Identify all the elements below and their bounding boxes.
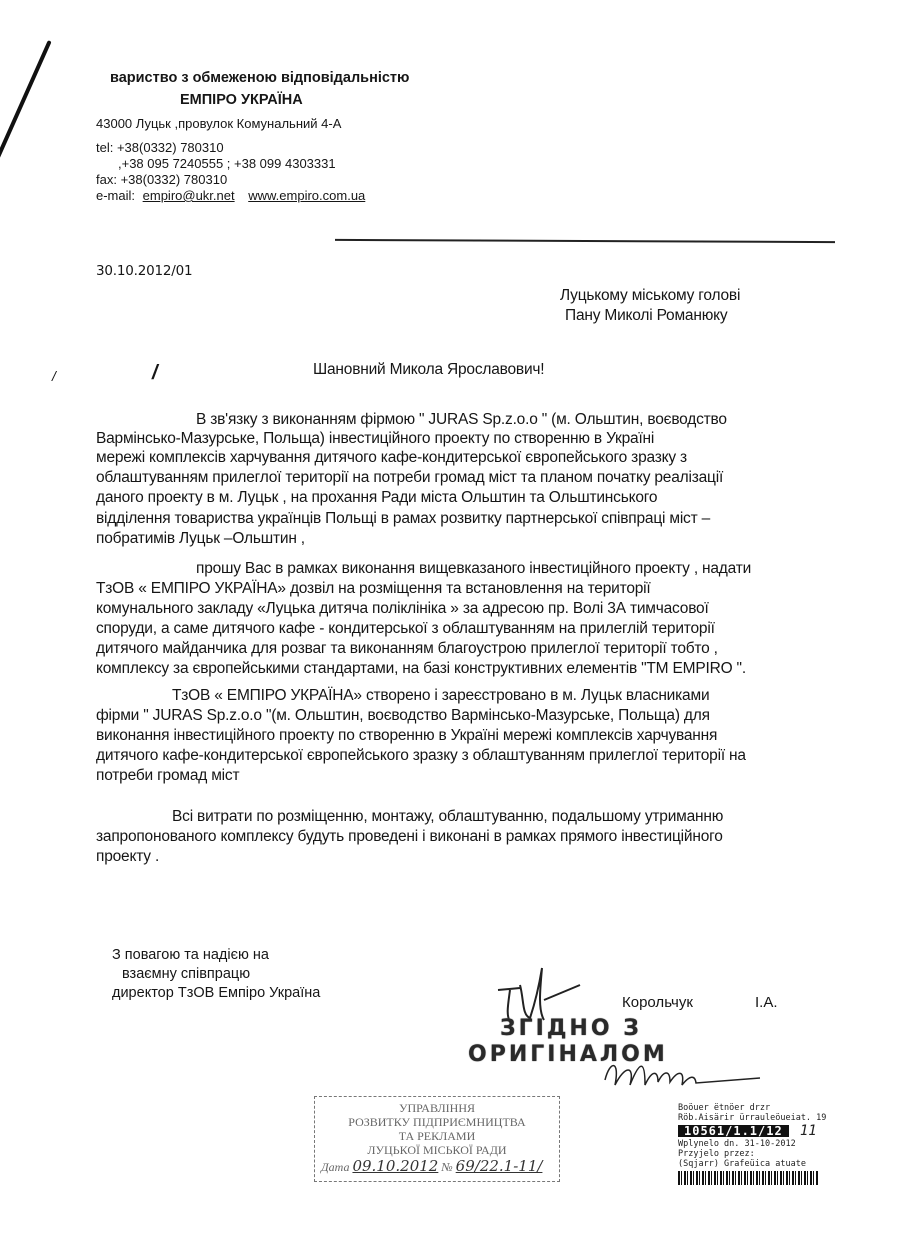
email-line [96,188,409,204]
council-stamp-line: УПРАВЛІННЯ [399,1101,475,1115]
p1-line: облаштуванням прилеглої території на потреби громад міст та планом початку реалізації [96,469,724,486]
pen-stroke-mark [0,40,52,170]
website-link[interactable]: www.empiro.com.ua [248,188,366,203]
received-by-value: (Sqjarr) Grafeüica atuate [678,1159,806,1169]
company-name: ЕМПІРО УКРАЇНА [180,92,303,108]
council-stamp-line: РОЗВИТКУ ПІДПРИЄМНИЦТВА [348,1115,526,1129]
p1-line: мережі комплексів харчування дитячого кафе-кондитерської європейського зразку з [96,449,687,466]
received-by-label: Przyjelo przez: [678,1149,755,1159]
pen-mark: / [152,362,158,384]
p2-line: прошу Вас в рамках виконання вищевказаного інвестиційного проекту , надати [196,560,752,577]
mail-receipt-label [678,1103,868,1185]
fax-line: fax: +38(0332) 780310 [96,172,228,187]
received-date: Wplynelo dn. 31-10-2012 [678,1139,796,1149]
certified-copy-stamp [468,1016,668,1068]
p3-line: дитячого кафе-кондитерської європейського зразку з облаштуванням прилеглої території на [96,747,746,764]
reference-number: 30.10.2012/01 [96,263,193,279]
registration-number: 10561/1.1/12 [678,1125,789,1137]
recipient-line-1: Луцькому міському голові [560,287,741,304]
email-link[interactable]: empiro@ukr.net [142,188,235,203]
email-label: e-mail: [96,188,136,203]
p4-line: запропонованого комплексу будуть проведені і виконані в рамках прямого інвестиційного [96,828,723,845]
p2-line: споруди, а саме дитячого кафе - кондитерської з облаштуванням на прилеглій території [96,620,715,637]
p3-line: фірми " JURAS Sp.z.o.o "(м. Ольштин, воєводство Вармінсько-Мазурське, Польща) для [96,707,710,724]
phone-line-1: tel: +38(0332) 780310 [96,140,224,155]
p2-line: комплексу за європейськими стандартами, на базі конструктивних елементів "ТМ EMPIRO ". [96,660,746,677]
p2-line: ТзОВ « ЕМПІРО УКРАЇНА» дозвіл на розміщення та встановлення на території [96,580,651,597]
p3-line: ТзОВ « ЕМПІРО УКРАЇНА» створено і зареєстровано в м. Луцьк власниками [172,687,710,704]
council-registration-stamp [314,1096,560,1182]
p4-line: проекту . [96,848,160,865]
mail-label-line: Röb.Aisärir ürrauleöueiat. 19 [678,1113,827,1123]
handwritten-mark: 11 [799,1123,817,1139]
council-stamp-line: ТА РЕКЛАМИ [398,1129,476,1143]
company-address: 43000 Луцьк ,провулок Комунальний 4-А [96,116,342,131]
closing-line-2: взаємну співпрацю [122,966,251,982]
p2-line: комунального закладу «Луцька дитяча поліклініка » за адресою пр. Волі 3А тимчасової [96,600,709,617]
p1-line: відділення товариства українців Польщі в рамах розвитку партнерської співпраці міст – [96,510,711,527]
p4-line: Всі витрати по розміщенню, монтажу, облаштуванню, подальшому утриманню [172,808,724,825]
margin-mark: / [52,368,56,384]
council-stamp-line: ЛУЦЬКОЇ МІСЬКОЇ РАДИ [367,1143,507,1157]
p3-line: виконання інвестиційного проекту по створенню в Україні мережі комплексів харчування [96,727,718,744]
barcode [678,1171,818,1185]
closing-line-1: З повагою та надією на [112,947,269,963]
recipient-line-2: Пану Миколі Романюку [565,307,728,324]
p3-line: потреби громад міст [96,767,240,784]
stamp-line-2: ОРИГІНАЛОМ [468,1042,668,1067]
closing-line-3: директор ТзОВ Емпіро Україна [112,985,321,1001]
number-label: № [441,1160,453,1174]
number-value: 69/22.1-11/ [455,1157,543,1175]
stamp-line-1: ЗГІДНО З [500,1016,642,1041]
phone-line-2: ,+38 095 7240555 ; +38 099 4303331 [118,156,336,171]
p1-line: побратимів Луцьк –Ольштин , [96,530,305,547]
header-divider [335,239,835,243]
p1-line: даного проекту в м. Луцьк , на прохання Ради міста Ольштин та Ольштинського [96,489,658,506]
p2-line: дитячого майданчика для розваг та виконанням благоустрою прилеглої території тобто , [96,640,718,657]
p1-line: В зв'язку з виконанням фірмою " JURAS Sp.z.o.o " (м. Ольштин, воєводство [196,411,727,428]
letterhead [96,70,409,204]
date-value: 09.10.2012 [352,1157,439,1175]
signatory-name: Корольчук [622,994,693,1011]
council-stamp-date-row [315,1159,559,1174]
salutation: Шановний Микола Ярославович! [313,361,545,378]
closing-block [112,946,320,1003]
signatory-initials: І.А. [755,994,778,1011]
p1-line: Вармінсько-Мазурське, Польща) інвестиційного проекту по створенню в Україні [96,430,655,447]
org-type: вариство з обмеженою відповідальністю [110,70,410,86]
date-label: Дата [321,1160,350,1174]
mail-label-line: Boöuer ëtnöer drzr [678,1103,771,1113]
